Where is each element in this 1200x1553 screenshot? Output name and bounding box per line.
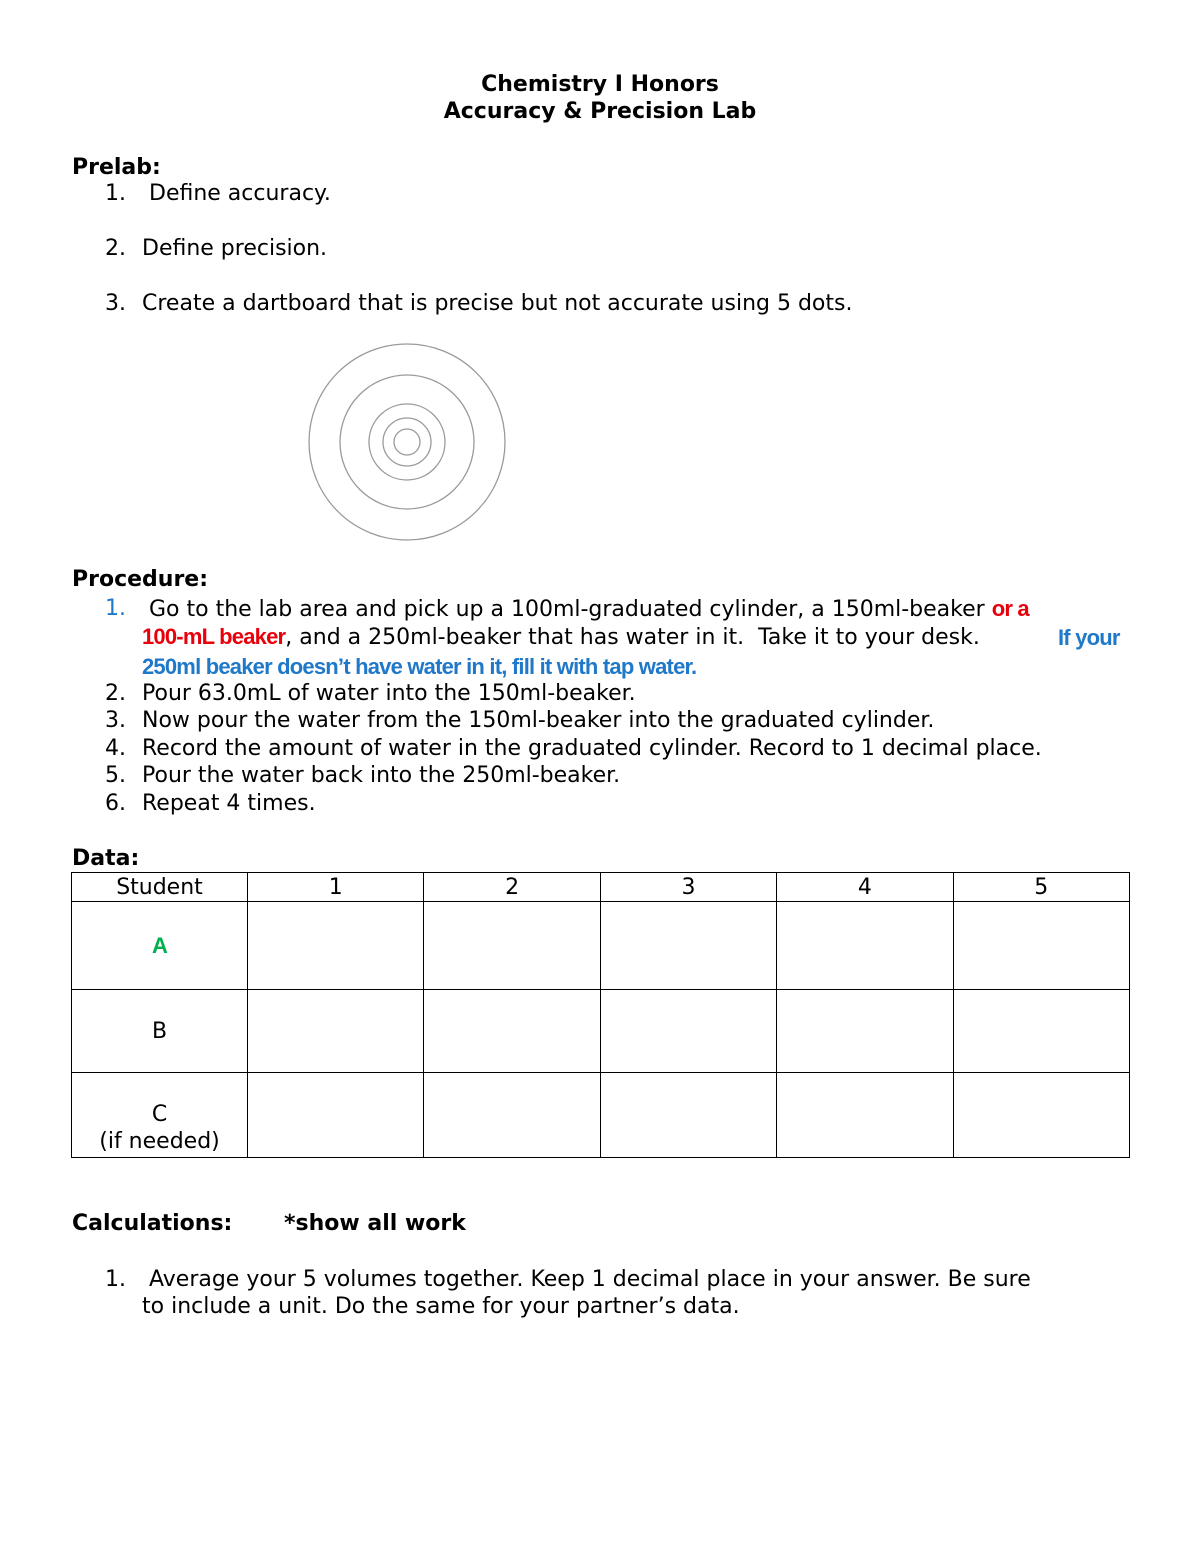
lab-title: Accuracy & Precision Lab xyxy=(443,99,757,124)
procedure-step-1-number: 1. xyxy=(105,596,126,621)
table-row-student-b xyxy=(72,990,1130,1073)
student-b-label: B xyxy=(72,990,248,1073)
data-table xyxy=(71,872,1130,1158)
calculation-item-1-line-2: to include a unit. Do the same for your partner’s data. xyxy=(142,1294,740,1319)
procedure-step-1-red-a: or a xyxy=(991,596,1029,621)
prelab-item-1-text: Define accuracy. xyxy=(149,181,331,206)
course-title: Chemistry I Honors xyxy=(481,72,719,97)
dartboard-target[interactable] xyxy=(300,335,520,550)
student-a-label: A xyxy=(72,902,248,990)
column-header-student: Student xyxy=(72,873,248,902)
student-c-note: (if needed) xyxy=(99,1129,220,1154)
column-header-trial-5: 5 xyxy=(953,873,1129,902)
prelab-item-1-number: 1. xyxy=(105,181,126,206)
procedure-step-2-text: Pour 63.0mL of water into the 150ml-beaker. xyxy=(142,681,636,706)
procedure-heading: Procedure: xyxy=(72,567,209,592)
procedure-step-1-text-a: Go to the lab area and pick up a 100ml-graduated cylinder, a 150ml-beaker xyxy=(149,597,992,622)
student-a-trial-3-cell[interactable] xyxy=(600,902,776,990)
student-b-trial-2-cell[interactable] xyxy=(424,990,600,1073)
procedure-step-1-blue-b: 250ml beaker doesn’t have water in it, fill it with tap water. xyxy=(142,654,697,679)
student-b-trial-4-cell[interactable] xyxy=(777,990,953,1073)
data-table-header-row xyxy=(72,873,1130,902)
prelab-item-3-number: 3. xyxy=(105,291,126,316)
data-heading: Data: xyxy=(72,846,140,871)
student-c-trial-3-cell[interactable] xyxy=(600,1073,776,1158)
procedure-step-4-number: 4. xyxy=(105,736,126,761)
procedure-step-6-text: Repeat 4 times. xyxy=(142,791,316,816)
student-c-label-cell xyxy=(72,1073,248,1158)
column-header-trial-1: 1 xyxy=(248,873,424,902)
student-c-trial-1-cell[interactable] xyxy=(248,1073,424,1158)
procedure-step-3-number: 3. xyxy=(105,708,126,733)
dartboard-ring-3 xyxy=(369,404,445,480)
column-header-trial-2: 2 xyxy=(424,873,600,902)
student-b-trial-3-cell[interactable] xyxy=(600,990,776,1073)
dartboard-ring-2 xyxy=(383,418,431,466)
calculations-heading: Calculations: xyxy=(72,1211,233,1236)
procedure-step-5-text: Pour the water back into the 250ml-beaker. xyxy=(142,763,621,788)
student-c-trial-5-cell[interactable] xyxy=(953,1073,1129,1158)
table-row-student-c xyxy=(72,1073,1130,1158)
student-a-trial-4-cell[interactable] xyxy=(777,902,953,990)
student-c-label: C xyxy=(151,1102,168,1127)
student-a-trial-1-cell[interactable] xyxy=(248,902,424,990)
procedure-step-6-number: 6. xyxy=(105,791,126,816)
student-b-trial-1-cell[interactable] xyxy=(248,990,424,1073)
procedure-step-3-text: Now pour the water from the 150ml-beaker into the graduated cylinder. xyxy=(142,708,935,733)
dartboard-ring-5 xyxy=(309,344,505,540)
procedure-step-1-line-2 xyxy=(142,624,980,650)
procedure-step-4-text: Record the amount of water in the graduated cylinder. Record to 1 decimal place. xyxy=(142,736,1042,761)
procedure-step-5-number: 5. xyxy=(105,763,126,788)
procedure-step-1-text-b: , and a 250ml-beaker that has water in it. Take it to your desk. xyxy=(285,625,980,650)
calculation-item-1-line-1: Average your 5 volumes together. Keep 1 decimal place in your answer. Be sure xyxy=(149,1267,1031,1292)
procedure-step-1-blue-a: If your xyxy=(1058,625,1120,650)
student-c-trial-4-cell[interactable] xyxy=(777,1073,953,1158)
prelab-heading: Prelab: xyxy=(72,155,161,180)
student-b-trial-5-cell[interactable] xyxy=(953,990,1129,1073)
dartboard-bullseye xyxy=(394,429,420,455)
prelab-item-2-number: 2. xyxy=(105,236,126,261)
procedure-step-1-red-b: 100-mL beaker xyxy=(142,624,286,649)
prelab-item-2-text: Define precision. xyxy=(142,236,328,261)
student-a-trial-2-cell[interactable] xyxy=(424,902,600,990)
table-row-student-a xyxy=(72,902,1130,990)
column-header-trial-4: 4 xyxy=(777,873,953,902)
prelab-item-3-text: Create a dartboard that is precise but not accurate using 5 dots. xyxy=(142,291,853,316)
calculation-item-1-number: 1. xyxy=(105,1267,126,1292)
student-a-trial-5-cell[interactable] xyxy=(953,902,1129,990)
procedure-step-1-line-1 xyxy=(149,596,1029,622)
dartboard-ring-4 xyxy=(340,375,474,509)
calculations-note: *show all work xyxy=(284,1211,466,1236)
procedure-step-2-number: 2. xyxy=(105,681,126,706)
column-header-trial-3: 3 xyxy=(600,873,776,902)
student-c-trial-2-cell[interactable] xyxy=(424,1073,600,1158)
